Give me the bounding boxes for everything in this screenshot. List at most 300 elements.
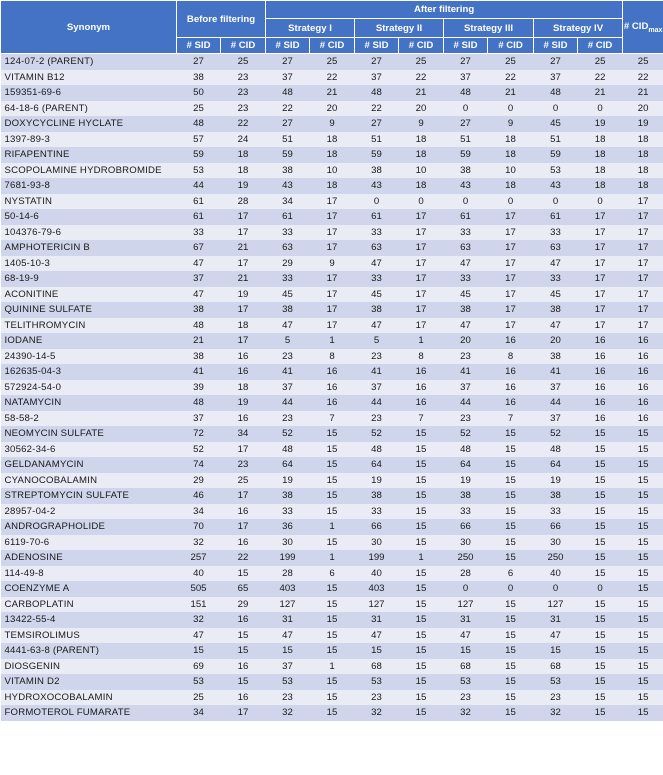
before-sid-cell: 61 [177,209,221,225]
s2-cid-cell: 17 [399,271,444,287]
table-row [1,643,663,659]
table-row [1,612,663,628]
s4-sid-cell: 66 [534,519,578,535]
s1-sid-cell: 48 [266,85,310,101]
s2-cid-cell: 8 [399,349,444,365]
before-cid-cell: 25 [221,473,266,489]
cid-max-cell: 15 [623,612,663,628]
s4-cid-cell: 17 [578,318,623,334]
s3-sid-cell: 47 [444,318,488,334]
s1-sid-cell: 36 [266,519,310,535]
s3-cid-cell: 15 [488,426,534,442]
cid-max-cell: 15 [623,488,663,504]
table-row [1,519,663,535]
before-cid-cell: 24 [221,132,266,148]
table-row [1,116,663,132]
s4-cid-cell: 19 [578,116,623,132]
s3-cid-cell: 16 [488,395,534,411]
table-row [1,85,663,101]
s3-sid-cell: 38 [444,302,488,318]
s2-sid-cell: 41 [355,364,399,380]
s4-sid-cell: 68 [534,659,578,675]
s4-sid-cell: 0 [534,101,578,117]
s3-sid-cell: 0 [444,194,488,210]
s1-cid-cell: 15 [310,473,355,489]
s4-sid-cell: 37 [534,411,578,427]
s3-cid-cell: 17 [488,318,534,334]
s2-cid-cell: 7 [399,411,444,427]
s2-cid-cell: 9 [399,116,444,132]
table-row [1,535,663,551]
before-cid-cell: 17 [221,705,266,721]
before-cid-cell: 17 [221,256,266,272]
table-row [1,628,663,644]
synonym-cell: 30562-34-6 [1,442,177,458]
s4-cid-cell: 16 [578,333,623,349]
synonym-cell: 114-49-8 [1,566,177,582]
s1-cid-cell: 21 [310,85,355,101]
cid-max-cell: 15 [623,581,663,597]
s3-sid-cell: 53 [444,674,488,690]
s2-sid-cell: 37 [355,380,399,396]
cid-max-cell: 15 [623,550,663,566]
before-cid-cell: 15 [221,566,266,582]
s2-cid-cell: 15 [399,690,444,706]
table-row [1,209,663,225]
s1-sid-cell: 23 [266,349,310,365]
before-sid-cell: 151 [177,597,221,613]
s4-sid-cell: 0 [534,194,578,210]
synonym-cell: CYANOCOBALAMIN [1,473,177,489]
s3-cid-cell: 21 [488,85,534,101]
s2-cid-cell: 15 [399,519,444,535]
strategy-2-cid-header: # CID [399,38,444,54]
s2-cid-cell: 25 [399,54,444,70]
s1-sid-cell: 38 [266,488,310,504]
s3-sid-cell: 32 [444,705,488,721]
s3-sid-cell: 23 [444,690,488,706]
s1-cid-cell: 18 [310,147,355,163]
s3-sid-cell: 45 [444,287,488,303]
cid-max-cell: 15 [623,597,663,613]
s3-sid-cell: 23 [444,349,488,365]
s3-cid-cell: 15 [488,690,534,706]
before-sid-cell: 38 [177,70,221,86]
s3-sid-cell: 61 [444,209,488,225]
s2-sid-cell: 33 [355,504,399,520]
s2-sid-cell: 52 [355,426,399,442]
s3-sid-cell: 43 [444,178,488,194]
before-sid-cell: 21 [177,333,221,349]
s4-cid-cell: 0 [578,581,623,597]
s1-sid-cell: 61 [266,209,310,225]
s1-cid-cell: 17 [310,240,355,256]
strategy-3-cid-header: # CID [488,38,534,54]
s2-cid-cell: 15 [399,504,444,520]
s4-sid-cell: 51 [534,132,578,148]
table-row [1,411,663,427]
s4-cid-cell: 15 [578,566,623,582]
s1-sid-cell: 44 [266,395,310,411]
synonym-cell: 6119-70-6 [1,535,177,551]
s3-sid-cell: 27 [444,116,488,132]
s3-cid-cell: 17 [488,209,534,225]
before-cid-header: # CID [221,38,266,54]
before-sid-cell: 44 [177,178,221,194]
before-sid-cell: 32 [177,612,221,628]
s2-cid-cell: 15 [399,566,444,582]
table-row [1,101,663,117]
s3-sid-cell: 127 [444,597,488,613]
table-row [1,225,663,241]
s4-sid-cell: 20 [534,333,578,349]
cid-max-cell: 17 [623,209,663,225]
s3-sid-cell: 47 [444,256,488,272]
synonym-cell: AMPHOTERICIN B [1,240,177,256]
before-sid-cell: 40 [177,566,221,582]
synonym-cell: TEMSIROLIMUS [1,628,177,644]
s2-sid-cell: 40 [355,566,399,582]
s3-cid-cell: 25 [488,54,534,70]
before-cid-cell: 15 [221,643,266,659]
s3-sid-cell: 47 [444,628,488,644]
s3-cid-cell: 7 [488,411,534,427]
before-cid-cell: 23 [221,70,266,86]
cid-max-cell: 22 [623,70,663,86]
table-row [1,364,663,380]
s4-sid-cell: 59 [534,147,578,163]
s2-sid-cell: 33 [355,271,399,287]
s4-cid-cell: 15 [578,504,623,520]
table-row [1,349,663,365]
s4-sid-cell: 38 [534,302,578,318]
table-row [1,271,663,287]
s2-cid-cell: 15 [399,612,444,628]
s2-sid-cell: 47 [355,318,399,334]
table-row [1,442,663,458]
before-cid-cell: 19 [221,395,266,411]
s3-sid-cell: 59 [444,147,488,163]
synonym-cell: TELITHROMYCIN [1,318,177,334]
s4-cid-cell: 18 [578,132,623,148]
synonym-cell: 28957-04-2 [1,504,177,520]
s4-cid-cell: 16 [578,395,623,411]
synonym-cell: QUININE SULFATE [1,302,177,318]
synonym-cell: SCOPOLAMINE HYDROBROMIDE [1,163,177,179]
table-row [1,457,663,473]
s2-sid-cell: 5 [355,333,399,349]
strategy-3-sid-header: # SID [444,38,488,54]
before-cid-cell: 17 [221,442,266,458]
s4-sid-cell: 48 [534,442,578,458]
s2-cid-cell: 20 [399,101,444,117]
synonym-cell: 64-18-6 (PARENT) [1,101,177,117]
s2-cid-cell: 18 [399,178,444,194]
before-sid-cell: 47 [177,287,221,303]
s1-sid-cell: 29 [266,256,310,272]
s3-sid-cell: 33 [444,225,488,241]
before-cid-cell: 16 [221,659,266,675]
s3-sid-cell: 64 [444,457,488,473]
cid-max-cell: 15 [623,519,663,535]
s1-sid-cell: 27 [266,54,310,70]
s2-sid-cell: 59 [355,147,399,163]
s3-cid-cell: 6 [488,566,534,582]
s3-cid-cell: 10 [488,163,534,179]
s3-cid-cell: 15 [488,643,534,659]
s2-cid-cell: 22 [399,70,444,86]
cid-max-cell: 16 [623,411,663,427]
s4-cid-cell: 15 [578,628,623,644]
s1-sid-cell: 22 [266,101,310,117]
synonym-cell: FORMOTEROL FUMARATE [1,705,177,721]
s2-sid-cell: 64 [355,457,399,473]
cid-max-cell: 15 [623,643,663,659]
s1-sid-cell: 127 [266,597,310,613]
s3-sid-cell: 38 [444,488,488,504]
before-cid-cell: 23 [221,101,266,117]
synonym-cell: CARBOPLATIN [1,597,177,613]
s1-cid-cell: 18 [310,178,355,194]
s2-sid-cell: 45 [355,287,399,303]
s2-cid-cell: 15 [399,473,444,489]
s4-sid-cell: 47 [534,318,578,334]
s4-sid-cell: 33 [534,271,578,287]
s1-cid-cell: 15 [310,705,355,721]
s1-sid-cell: 32 [266,705,310,721]
before-sid-cell: 37 [177,271,221,287]
s4-sid-cell: 0 [534,581,578,597]
table-row [1,194,663,210]
cid-max-cell: 15 [623,473,663,489]
before-cid-cell: 28 [221,194,266,210]
before-cid-cell: 23 [221,457,266,473]
s1-cid-cell: 17 [310,194,355,210]
s4-sid-cell: 41 [534,364,578,380]
s3-cid-cell: 0 [488,581,534,597]
s3-sid-cell: 41 [444,364,488,380]
s1-sid-cell: 53 [266,674,310,690]
s1-sid-cell: 403 [266,581,310,597]
s1-sid-cell: 52 [266,426,310,442]
s2-cid-cell: 15 [399,597,444,613]
s4-sid-cell: 63 [534,240,578,256]
before-sid-cell: 72 [177,426,221,442]
s3-sid-cell: 0 [444,101,488,117]
before-cid-cell: 16 [221,612,266,628]
s3-cid-cell: 15 [488,550,534,566]
s3-cid-cell: 15 [488,659,534,675]
s1-cid-cell: 15 [310,628,355,644]
before-cid-cell: 17 [221,225,266,241]
synonym-cell: HYDROXOCOBALAMIN [1,690,177,706]
s1-cid-cell: 7 [310,411,355,427]
s3-sid-cell: 68 [444,659,488,675]
before-cid-cell: 17 [221,333,266,349]
cid-max-cell: 18 [623,147,663,163]
s1-cid-cell: 15 [310,612,355,628]
s1-cid-cell: 15 [310,535,355,551]
s3-sid-cell: 28 [444,566,488,582]
s4-sid-cell: 250 [534,550,578,566]
synonym-cell: 159351-69-6 [1,85,177,101]
s1-cid-cell: 1 [310,333,355,349]
s1-cid-cell: 1 [310,659,355,675]
before-sid-cell: 505 [177,581,221,597]
s4-cid-cell: 15 [578,535,623,551]
s2-sid-cell: 44 [355,395,399,411]
before-cid-cell: 21 [221,240,266,256]
synonym-cell: ADENOSINE [1,550,177,566]
cid-max-header: # $CID_{max}$ [623,1,663,54]
s4-cid-cell: 17 [578,302,623,318]
s1-cid-cell: 17 [310,271,355,287]
s1-cid-cell: 17 [310,209,355,225]
table-row [1,488,663,504]
synonym-cell: 124-07-2 (PARENT) [1,54,177,70]
table-row [1,333,663,349]
s4-cid-cell: 15 [578,674,623,690]
s3-cid-cell: 15 [488,457,534,473]
table-row [1,240,663,256]
s1-cid-cell: 15 [310,504,355,520]
synonym-header: Synonym [1,1,177,54]
s2-cid-cell: 15 [399,535,444,551]
before-sid-cell: 46 [177,488,221,504]
s4-cid-cell: 15 [578,690,623,706]
s4-sid-cell: 33 [534,225,578,241]
before-cid-cell: 25 [221,54,266,70]
s4-sid-cell: 27 [534,54,578,70]
s4-cid-cell: 16 [578,380,623,396]
s1-cid-cell: 17 [310,318,355,334]
s4-cid-cell: 21 [578,85,623,101]
before-sid-cell: 59 [177,147,221,163]
s4-cid-cell: 15 [578,426,623,442]
before-sid-cell: 47 [177,256,221,272]
s4-cid-cell: 15 [578,643,623,659]
s1-cid-cell: 17 [310,302,355,318]
s4-sid-cell: 38 [534,488,578,504]
s2-sid-cell: 47 [355,256,399,272]
s3-cid-cell: 15 [488,628,534,644]
before-sid-cell: 25 [177,101,221,117]
s4-cid-cell: 0 [578,101,623,117]
s1-cid-cell: 15 [310,442,355,458]
s3-cid-cell: 18 [488,178,534,194]
cid-max-cell: 15 [623,690,663,706]
s2-cid-cell: 17 [399,302,444,318]
s3-sid-cell: 33 [444,504,488,520]
before-sid-cell: 37 [177,411,221,427]
s2-sid-cell: 51 [355,132,399,148]
s3-sid-cell: 27 [444,54,488,70]
cid-max-cell: 15 [623,426,663,442]
cid-max-cell: 17 [623,240,663,256]
s3-cid-cell: 15 [488,519,534,535]
before-cid-cell: 19 [221,178,266,194]
s2-cid-cell: 0 [399,194,444,210]
s3-cid-cell: 15 [488,612,534,628]
s4-sid-cell: 45 [534,116,578,132]
synonym-cell: 68-19-9 [1,271,177,287]
table-row [1,70,663,86]
before-cid-cell: 16 [221,535,266,551]
before-sid-cell: 257 [177,550,221,566]
strategy-1-sid-header: # SID [266,38,310,54]
synonym-cell: VITAMIN D2 [1,674,177,690]
s1-cid-cell: 1 [310,550,355,566]
synonym-cell: NATAMYCIN [1,395,177,411]
s3-cid-cell: 16 [488,364,534,380]
cid-max-cell: 15 [623,535,663,551]
before-cid-cell: 18 [221,380,266,396]
s1-cid-cell: 22 [310,70,355,86]
s3-sid-cell: 250 [444,550,488,566]
synonym-cell: 1397-89-3 [1,132,177,148]
s1-cid-cell: 15 [310,457,355,473]
s1-cid-cell: 15 [310,597,355,613]
s1-sid-cell: 63 [266,240,310,256]
cid-max-cell: 16 [623,349,663,365]
s4-sid-cell: 52 [534,426,578,442]
s2-cid-cell: 17 [399,256,444,272]
s2-sid-cell: 27 [355,116,399,132]
s2-sid-cell: 61 [355,209,399,225]
s4-cid-cell: 25 [578,54,623,70]
s1-cid-cell: 6 [310,566,355,582]
before-cid-cell: 17 [221,488,266,504]
synonym-cell: 104376-79-6 [1,225,177,241]
before-sid-cell: 25 [177,690,221,706]
before-cid-cell: 18 [221,318,266,334]
before-sid-cell: 39 [177,380,221,396]
s1-cid-cell: 9 [310,116,355,132]
before-sid-cell: 38 [177,349,221,365]
before-cid-cell: 34 [221,426,266,442]
s3-sid-cell: 23 [444,411,488,427]
s1-sid-cell: 43 [266,178,310,194]
s1-sid-cell: 15 [266,643,310,659]
cid-max-cell: 17 [623,271,663,287]
s2-cid-cell: 16 [399,364,444,380]
before-sid-cell: 33 [177,225,221,241]
cid-max-cell: 18 [623,132,663,148]
synonym-cell: 24390-14-5 [1,349,177,365]
s4-cid-cell: 16 [578,349,623,365]
s3-sid-cell: 63 [444,240,488,256]
s4-cid-cell: 15 [578,659,623,675]
table-row [1,395,663,411]
s2-sid-cell: 199 [355,550,399,566]
s2-cid-cell: 15 [399,426,444,442]
before-sid-cell: 69 [177,659,221,675]
s1-sid-cell: 33 [266,271,310,287]
synonym-cell: 58-58-2 [1,411,177,427]
s2-sid-cell: 403 [355,581,399,597]
before-cid-cell: 22 [221,550,266,566]
s3-sid-cell: 52 [444,426,488,442]
s4-cid-cell: 18 [578,178,623,194]
s1-sid-cell: 38 [266,302,310,318]
s2-cid-cell: 15 [399,674,444,690]
before-cid-cell: 16 [221,364,266,380]
cid-max-cell: 15 [623,504,663,520]
s1-cid-cell: 16 [310,395,355,411]
s4-cid-cell: 17 [578,256,623,272]
table-row [1,597,663,613]
s2-sid-cell: 30 [355,535,399,551]
